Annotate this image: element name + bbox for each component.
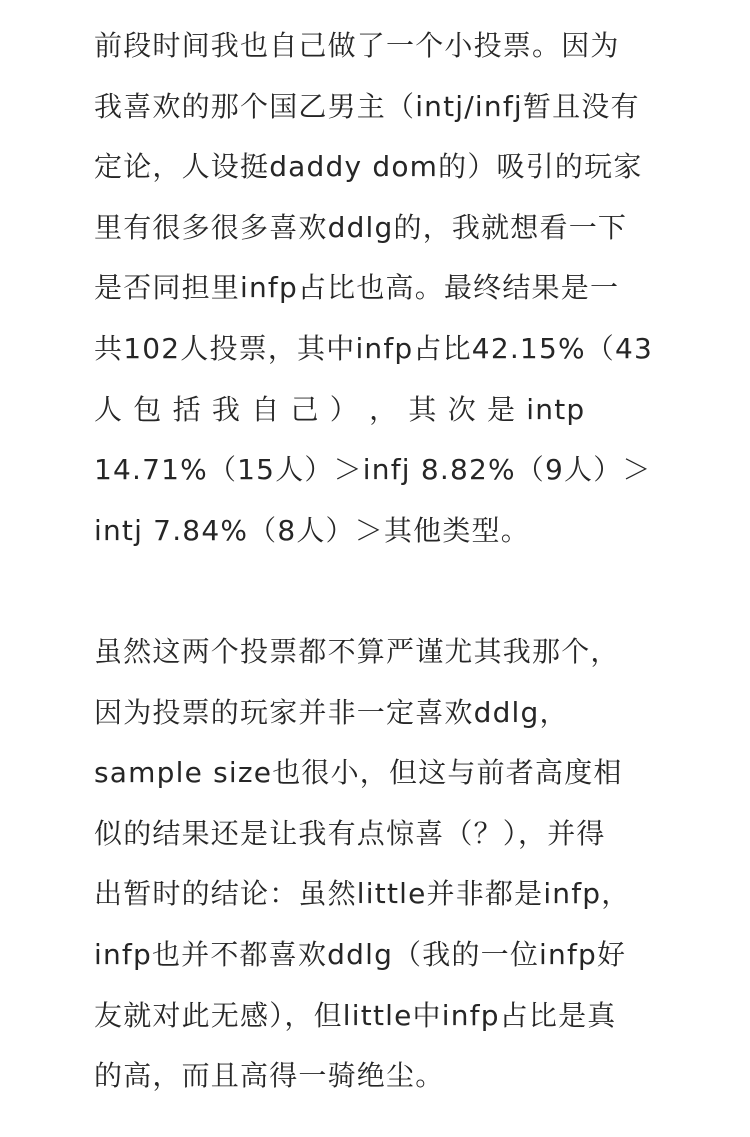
text-line: 因为投票的玩家并非一定喜欢ddlg， bbox=[94, 695, 569, 729]
paragraph-2 bbox=[94, 622, 656, 1107]
text-line: 人 包 括 我 自 己 ） ， 其 次 是 intp bbox=[94, 392, 586, 426]
text-line: 友就对此无感），但little中infp占比是真 bbox=[94, 998, 617, 1032]
text-line: 是否同担里infp占比也高。最终结果是一 bbox=[94, 271, 620, 305]
text-line: 我喜欢的那个国乙男主（intj/infj暂且没有 bbox=[94, 89, 640, 123]
text-line: 似的结果还是让我有点惊喜（？），并得 bbox=[94, 816, 606, 850]
text-line: 14.71%（15人）＞infj 8.82%（9人）＞ bbox=[94, 453, 652, 487]
text-line: sample size也很小，但这与前者高度相 bbox=[94, 756, 623, 790]
text-line: 出暂时的结论：虽然little并非都是infp， bbox=[94, 877, 631, 911]
paragraph-spacer bbox=[94, 561, 656, 622]
text-line: intj 7.84%（8人）＞其他类型。 bbox=[94, 513, 530, 547]
text-line: 共102人投票，其中infp占比42.15%（43 bbox=[94, 331, 653, 365]
article-body bbox=[94, 16, 656, 1107]
text-line: 里有很多很多喜欢ddlg的，我就想看一下 bbox=[94, 210, 628, 244]
text-line: 虽然这两个投票都不算严谨尤其我那个， bbox=[94, 634, 620, 668]
text-line: 前段时间我也自己做了一个小投票。因为 bbox=[94, 29, 620, 62]
text-line: infp也并不都喜欢ddlg（我的一位infp好 bbox=[94, 937, 627, 971]
text-line: 的高，而且高得一骑绝尘。 bbox=[94, 1059, 445, 1093]
paragraph-1 bbox=[94, 16, 656, 561]
text-line: 定论，人设挺daddy dom的）吸引的玩家 bbox=[94, 150, 643, 184]
